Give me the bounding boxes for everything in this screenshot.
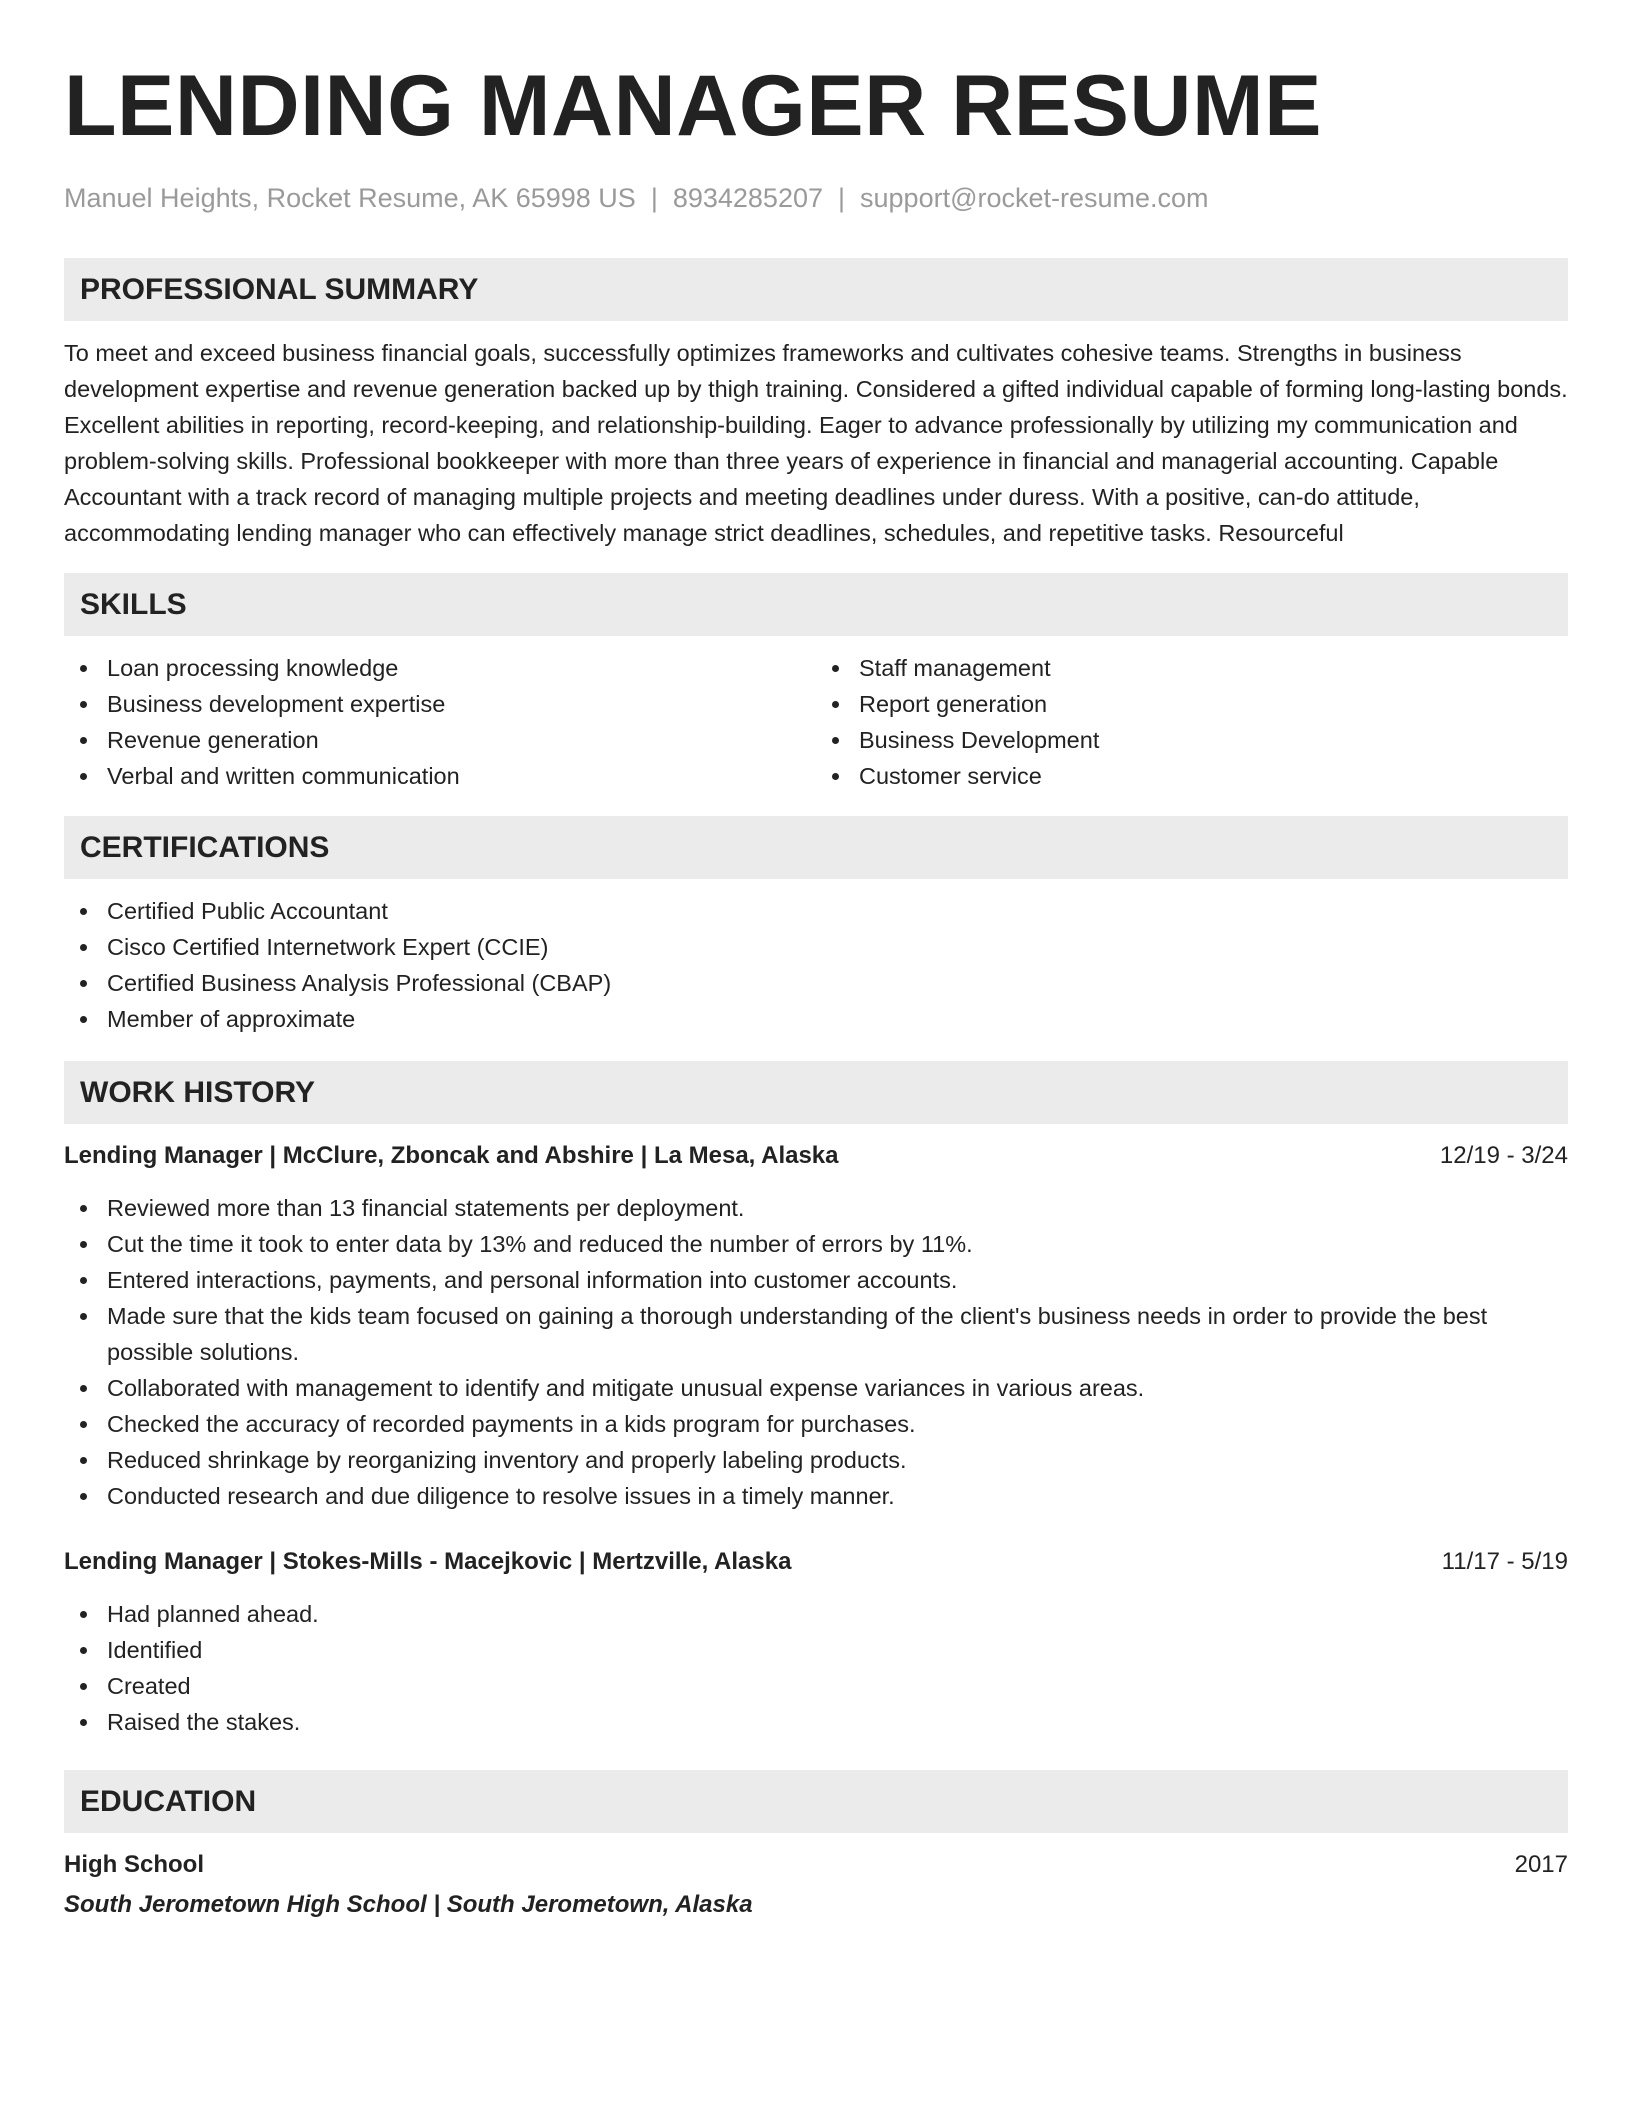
certification-item: Member of approximate (64, 1001, 1568, 1037)
skill-item: Loan processing knowledge (64, 650, 816, 686)
skill-item: Revenue generation (64, 722, 816, 758)
job-entry (64, 1544, 1568, 1740)
job-bullet: Reviewed more than 13 financial statements per deployment. (64, 1190, 1568, 1226)
skill-item: Staff management (816, 650, 1568, 686)
section-heading-work-history: WORK HISTORY (64, 1061, 1568, 1124)
education-school: South Jerometown High School | South Jerometown, Alaska (64, 1891, 753, 1918)
contact-separator: | (650, 183, 658, 213)
contact-address: Manuel Heights, Rocket Resume, AK 65998 US (64, 183, 636, 213)
skills-grid (64, 650, 1568, 794)
job-bullet: Checked the accuracy of recorded payments in a kids program for purchases. (64, 1406, 1568, 1442)
skills-list-right (816, 650, 1568, 794)
job-bullet: Had planned ahead. (64, 1596, 1568, 1632)
skill-item: Business Development (816, 722, 1568, 758)
contact-email: support@rocket-resume.com (860, 183, 1209, 213)
skills-list-left (64, 650, 816, 794)
skill-item: Business development expertise (64, 686, 816, 722)
skill-item: Report generation (816, 686, 1568, 722)
job-dates: 11/17 - 5/19 (1441, 1548, 1568, 1575)
job-title: Lending Manager | Stokes-Mills - Macejkovic | Mertzville, Alaska (64, 1548, 792, 1575)
job-bullet: Created (64, 1668, 1568, 1704)
certification-item: Certified Public Accountant (64, 893, 1568, 929)
education-year: 2017 (1514, 1851, 1568, 1878)
job-header (64, 1544, 1568, 1580)
job-bullets (64, 1190, 1568, 1514)
job-title: Lending Manager | McClure, Zboncak and Abshire | La Mesa, Alaska (64, 1142, 839, 1169)
job-bullet: Conducted research and due diligence to resolve issues in a timely manner. (64, 1478, 1568, 1514)
job-bullet: Reduced shrinkage by reorganizing inventory and properly labeling products. (64, 1442, 1568, 1478)
skill-item: Customer service (816, 758, 1568, 794)
contact-phone: 8934285207 (672, 183, 823, 213)
job-header (64, 1138, 1568, 1174)
job-bullet: Entered interactions, payments, and personal information into customer accounts. (64, 1262, 1568, 1298)
job-bullet: Made sure that the kids team focused on gaining a thorough understanding of the client's business needs in order to provide the best possible solutions. (64, 1298, 1568, 1370)
section-heading-education: EDUCATION (64, 1770, 1568, 1833)
job-bullet: Cut the time it took to enter data by 13% and reduced the number of errors by 11%. (64, 1226, 1568, 1262)
section-heading-certifications: CERTIFICATIONS (64, 816, 1568, 879)
skill-item: Verbal and written communication (64, 758, 816, 794)
contact-separator: | (838, 183, 846, 213)
job-bullet: Collaborated with management to identify and mitigate unusual expense variances in various areas. (64, 1370, 1568, 1406)
job-bullet: Raised the stakes. (64, 1704, 1568, 1740)
job-dates: 12/19 - 3/24 (1439, 1142, 1568, 1169)
summary-text: To meet and exceed business financial goals, successfully optimizes frameworks and cultivates cohesive teams. Strengths in business development expertise and revenue generation backed up by thigh training. Considered a gifted individual capable of forming long-lasting bonds. Excellent abilities in reporting, record-keeping, and relationship-building. Eager to advance professionally by utilizing my communication and problem-solving skills. Professional bookkeeper with more than three years of experience in financial and managerial accounting. Capable Accountant with a track record of managing multiple projects and meeting deadlines under duress. With a positive, can-do attitude, accommodating lending manager who can effectively manage strict deadlines, schedules, and repetitive tasks. Resourceful (64, 340, 1568, 546)
job-bullet: Identified (64, 1632, 1568, 1668)
job-bullets (64, 1596, 1568, 1740)
certification-item: Cisco Certified Internetwork Expert (CCIE) (64, 929, 1568, 965)
contact-line (64, 180, 1568, 216)
certifications-list (64, 893, 1568, 1037)
education-degree: High School (64, 1851, 204, 1878)
job-entry (64, 1138, 1568, 1514)
certification-item: Certified Business Analysis Professional (CBAP) (64, 965, 1568, 1001)
section-heading-summary: PROFESSIONAL SUMMARY (64, 258, 1568, 321)
resume-title: LENDING MANAGER RESUME (64, 58, 1323, 154)
education-header (64, 1847, 1568, 1883)
section-heading-skills: SKILLS (64, 573, 1568, 636)
